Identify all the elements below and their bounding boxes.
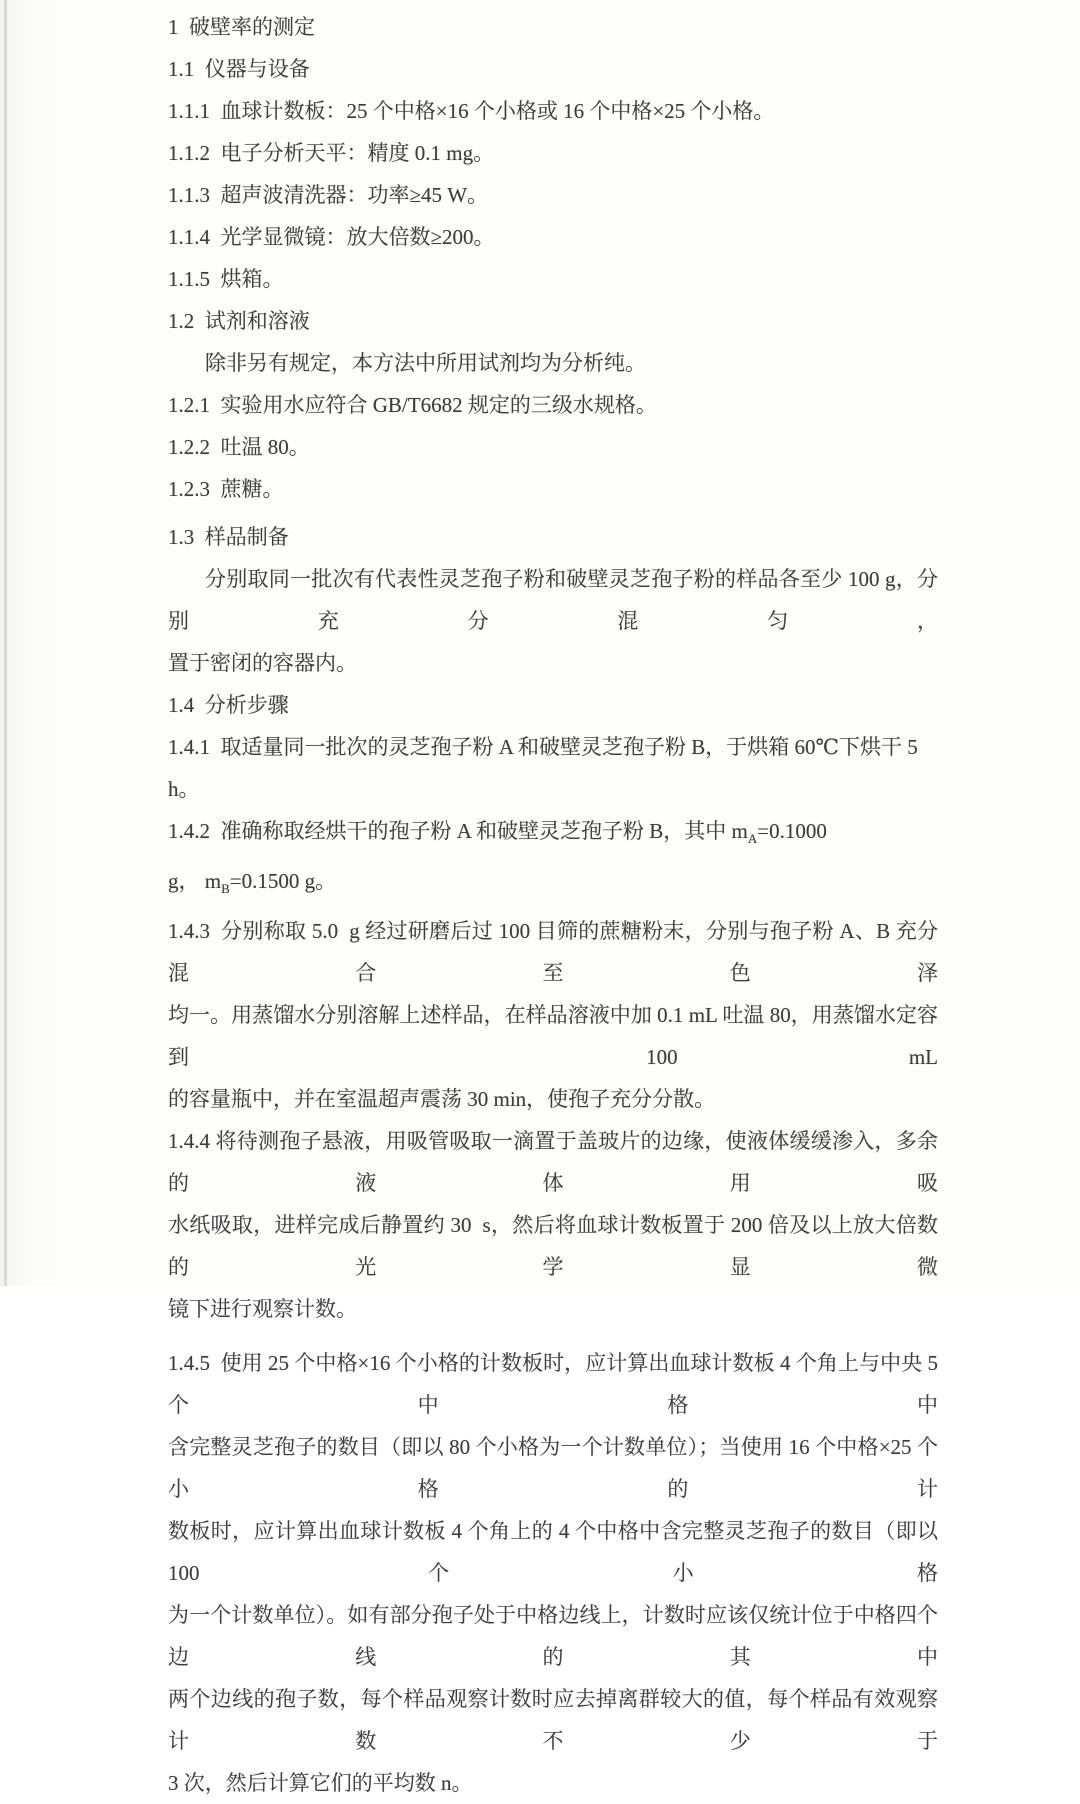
text-segment: 1.4.5 使用 25 个中格×16 个小格的计数板时，应计算出血球计数板 4 个角上与中央 5 个中格中: [168, 1351, 938, 1417]
text-segment: =0.1500 g。: [229, 869, 337, 893]
text-line: [168, 684, 938, 726]
text-segment: 为一个计数单位）。如有部分孢子处于中格边线上，计数时应该仅统计位于中格四个边线的其中: [168, 1603, 938, 1669]
text-segment: 1.2.2 吐温 80。: [168, 435, 310, 459]
text-line: [168, 6, 938, 48]
text-line: [168, 216, 938, 258]
text-segment: 置于密闭的容器内。: [168, 651, 357, 675]
text-line: [168, 132, 938, 174]
text-line: [168, 726, 938, 810]
text-line: [168, 300, 938, 342]
text-line: [168, 48, 938, 90]
text-segment: 两个边线的孢子数，每个样品观察计数时应去掉离群较大的值，每个样品有效观察计数不少于: [168, 1687, 938, 1753]
text-line: [168, 1204, 938, 1288]
text-line: [168, 810, 938, 910]
text-line: [168, 468, 938, 510]
text-segment: 1.4 分析步骤: [168, 693, 289, 717]
subscript: A: [747, 831, 758, 846]
text-line: [168, 1120, 938, 1204]
text-line: [168, 1288, 938, 1330]
text-line: [168, 258, 938, 300]
text-segment: 均一。用蒸馏水分别溶解上述样品，在样品溶液中加 0.1 mL 吐温 80，用蒸馏水定容到 100 mL: [168, 1003, 938, 1069]
text-line: [168, 1342, 938, 1426]
text-segment: 的容量瓶中，并在室温超声震荡 30 min，使孢子充分分散。: [168, 1087, 716, 1111]
text-line: [168, 1762, 938, 1804]
text-line: [168, 426, 938, 468]
text-segment: 1.4.4 将待测孢子悬液，用吸管吸取一滴置于盖玻片的边缘，使液体缓缓渗入，多余的液体用吸: [168, 1129, 938, 1195]
text-segment: 1.2 试剂和溶液: [168, 309, 310, 333]
text-segment: 除非另有规定，本方法中所用试剂均为分析纯。: [205, 351, 646, 375]
text-segment: 1.1.2 电子分析天平：精度 0.1 mg。: [168, 141, 495, 165]
text-line: [168, 1426, 938, 1510]
text-segment: 1.2.3 蔗糖。: [168, 477, 284, 501]
text-segment: 1.1.5 烘箱。: [168, 267, 284, 291]
text-segment: 1.4.2 准确称取经烘干的孢子粉 A 和破壁灵芝孢子粉 B，其中 m: [168, 819, 748, 843]
text-segment: 1.2.1 实验用水应符合 GB/T6682 规定的三级水规格。: [168, 393, 657, 417]
subscript: B: [221, 881, 230, 896]
text-segment: 1.3 样品制备: [168, 525, 289, 549]
text-line: [168, 90, 938, 132]
text-segment: =0.1000 g， m: [168, 819, 827, 893]
text-line: [168, 642, 938, 684]
text-line: [168, 384, 938, 426]
text-line: [168, 342, 938, 384]
text-line: [168, 1594, 938, 1678]
text-line: [168, 1678, 938, 1762]
text-line: [168, 910, 938, 994]
text-line: [168, 1510, 938, 1594]
text-segment: 1.1 仪器与设备: [168, 57, 310, 81]
text-segment: 1.4.3 分别称取 5.0 g 经过研磨后过 100 目筛的蔗糖粉末，分别与孢子粉 A、B 充分混合至色泽: [168, 919, 938, 985]
text-segment: 3 次，然后计算它们的平均数 n。: [168, 1771, 473, 1795]
text-segment: 含完整灵芝孢子的数目（即以 80 个小格为一个计数单位）；当使用 16 个中格×25 个小格的计: [168, 1435, 938, 1501]
text-segment: 1.1.1 血球计数板：25 个中格×16 个小格或 16 个中格×25 个小格。: [168, 99, 775, 123]
text-line: [168, 174, 938, 216]
text-segment: 镜下进行观察计数。: [168, 1297, 357, 1321]
text-segment: 数板时，应计算出血球计数板 4 个角上的 4 个中格中含完整灵芝孢子的数目（即以 100 个小格: [168, 1519, 938, 1585]
text-segment: 分别取同一批次有代表性灵芝孢子粉和破壁灵芝孢子粉的样品各至少 100 g，分别充分混匀，: [168, 567, 938, 633]
text-line: [168, 994, 938, 1078]
text-segment: 1.1.4 光学显微镜：放大倍数≥200。: [168, 225, 495, 249]
text-line: [168, 516, 938, 558]
text-line: [168, 1078, 938, 1120]
text-segment: 1.4.1 取适量同一批次的灵芝孢子粉 A 和破壁灵芝孢子粉 B，于烘箱 60℃下烘干 5 h。: [168, 735, 918, 801]
text-line: [168, 558, 938, 642]
text-segment: 水纸吸取，进样完成后静置约 30 s，然后将血球计数板置于 200 倍及以上放大倍数的光学显微: [168, 1213, 938, 1279]
text-segment: 1.1.3 超声波清洗器：功率≥45 W。: [168, 183, 489, 207]
text-segment: 1 破壁率的测定: [168, 15, 315, 39]
